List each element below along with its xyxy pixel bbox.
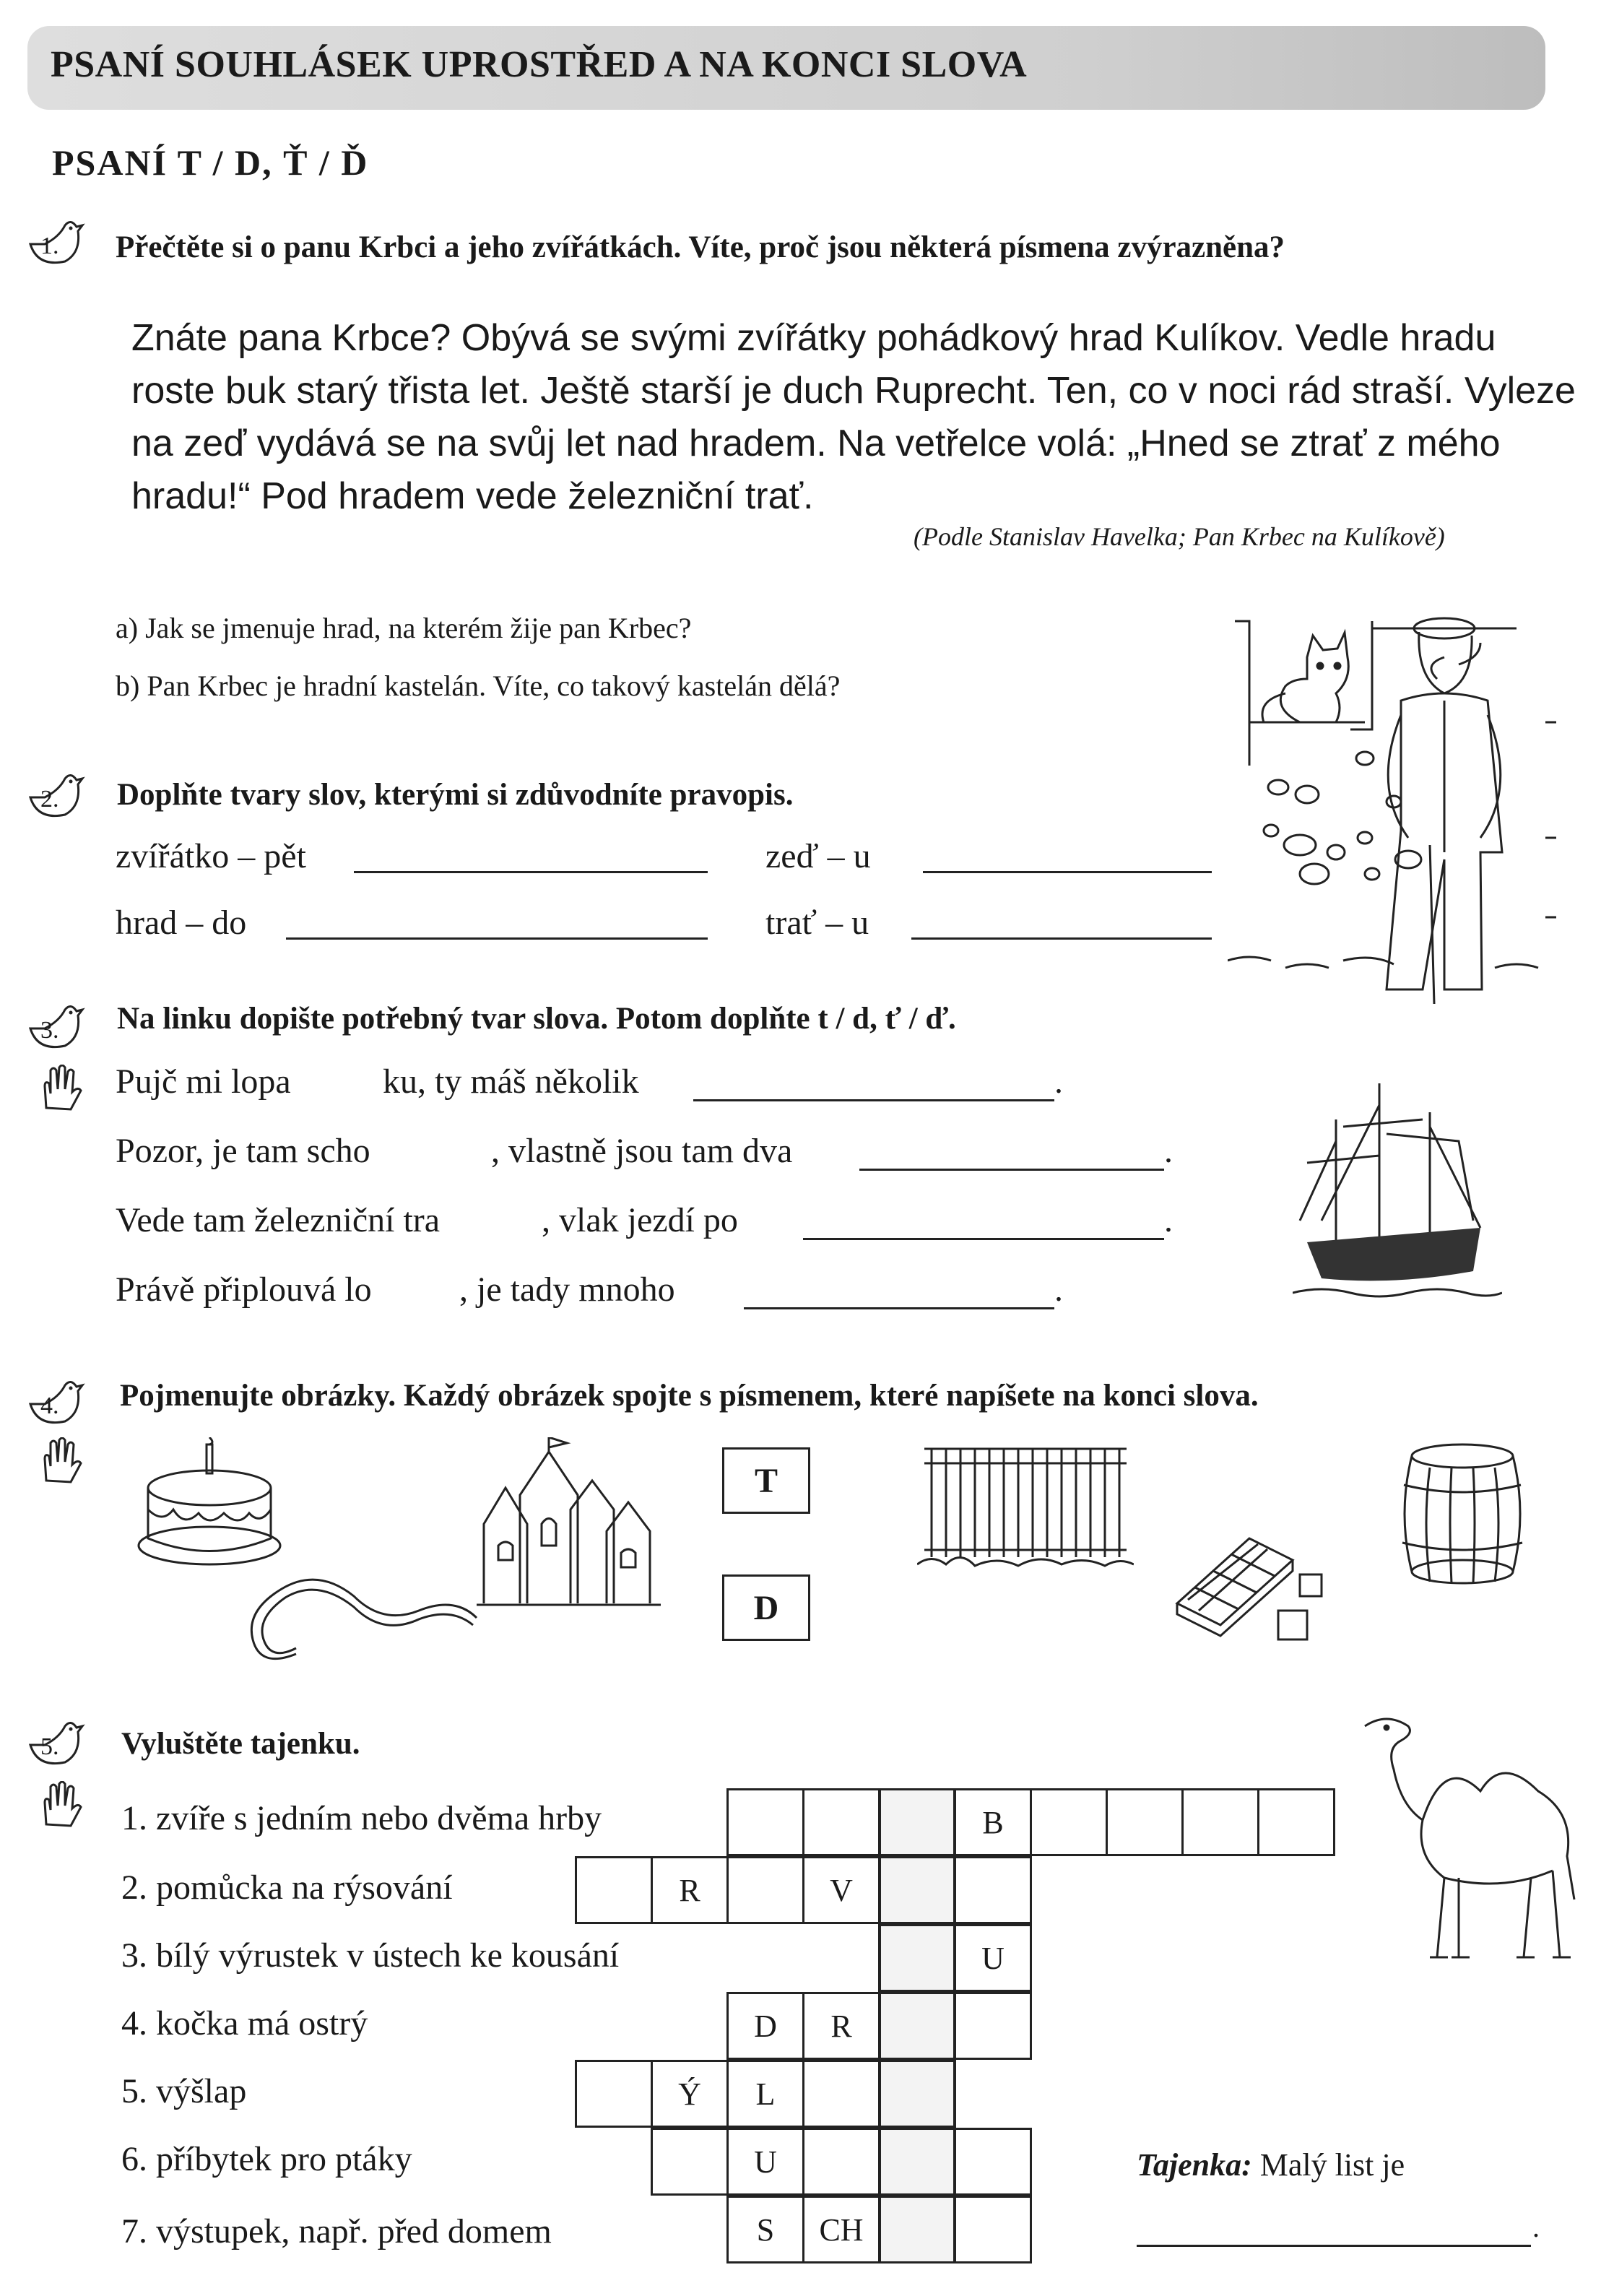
sentence-end: . — [1164, 1201, 1173, 1239]
answer-line[interactable] — [744, 1307, 1054, 1309]
crossword-cell[interactable]: R — [802, 1992, 880, 2060]
crossword-cell[interactable] — [954, 2196, 1032, 2263]
crossword-cell[interactable] — [726, 1856, 804, 1924]
crossword-solution-cell[interactable] — [878, 2060, 956, 2128]
sentence-part: , vlastně jsou tam dva — [491, 1132, 793, 1170]
crossword-solution-cell[interactable] — [878, 1788, 956, 1856]
word-pair: hrad – do — [116, 904, 247, 942]
ice-tray-icon — [1170, 1531, 1336, 1654]
story-line: hradu!“ Pod hradem vede železniční trať. — [131, 475, 814, 517]
clue: 4. kočka má ostrý — [121, 2004, 368, 2042]
crossword-cell[interactable] — [802, 2060, 880, 2128]
task-number: 4. — [40, 1392, 59, 1419]
answer-line[interactable] — [923, 871, 1212, 873]
sentence-part: Právě připlouvá lo — [116, 1270, 372, 1309]
sentence-part: ku, ty máš několik — [383, 1062, 639, 1101]
page-title: PSANÍ SOUHLÁSEK UPROSTŘED A NA KONCI SLOVA — [51, 44, 1028, 85]
crossword-cell[interactable] — [1030, 1788, 1108, 1856]
snake-icon — [238, 1567, 484, 1676]
task1-instruction: Přečtěte si o panu Krbci a jeho zvířátkách. Víte, proč jsou některá písmena zvýrazněna? — [116, 230, 1285, 264]
clue: 5. výšlap — [121, 2072, 247, 2110]
crossword-cell[interactable]: Ý — [651, 2060, 729, 2128]
crossword-cell[interactable]: CH — [802, 2196, 880, 2263]
crossword-cell[interactable] — [1181, 1788, 1259, 1856]
letter-box-t[interactable]: T — [722, 1447, 810, 1514]
crossword-cell[interactable]: L — [726, 2060, 804, 2128]
castle-icon — [477, 1437, 664, 1611]
clue: 7. výstupek, např. před domem — [121, 2212, 552, 2250]
answer-line[interactable] — [911, 937, 1212, 940]
crossword-cell[interactable] — [1106, 1788, 1184, 1856]
task-number: 1. — [40, 233, 59, 259]
sentence-part: Pujč mi lopa — [116, 1062, 291, 1101]
barrel-icon — [1394, 1442, 1531, 1586]
sentence-part: , je tady mnoho — [459, 1270, 675, 1309]
sentence-part: Vede tam železniční tra — [116, 1201, 441, 1239]
crossword-cell[interactable]: V — [802, 1856, 880, 1924]
story-line: roste buk starý třista let. Ještě starší je duch Ruprecht. Ten, co v noci rád straší. Vyleze — [131, 370, 1576, 412]
crossword-solution-cell[interactable] — [878, 2128, 956, 2196]
word-pair: zvířátko – pět — [116, 837, 306, 875]
task4-instruction: Pojmenujte obrázky. Každý obrázek spojte s písmenem, které napíšete na konci slova. — [120, 1379, 1259, 1413]
section-title: PSANÍ T / D, Ť / Ď — [52, 142, 369, 183]
question-a: a) Jak se jmenuje hrad, na kterém žije pan Krbec? — [116, 612, 692, 644]
solution-answer-line[interactable] — [1137, 2245, 1531, 2247]
task-number: 5. — [40, 1733, 59, 1760]
sentence-end: . — [1164, 1132, 1173, 1170]
sentence-end: . — [1054, 1270, 1063, 1309]
crossword-cell[interactable] — [954, 2128, 1032, 2196]
crossword-cell[interactable]: R — [651, 1856, 729, 1924]
crossword-cell[interactable] — [575, 1856, 653, 1924]
question-b: b) Pan Krbec je hradní kastelán. Víte, co takový kastelán dělá? — [116, 670, 841, 702]
crossword-cell[interactable] — [802, 1788, 880, 1856]
crossword-solution-cell[interactable] — [878, 1992, 956, 2060]
word-pair: zeď – u — [765, 837, 871, 875]
crossword-cell[interactable] — [726, 1788, 804, 1856]
solution-text: Malý list je — [1251, 2147, 1405, 2183]
writing-hand-icon — [39, 1781, 87, 1832]
solution-period: . — [1532, 2211, 1540, 2243]
task5-instruction: Vyluštěte tajenku. — [121, 1727, 360, 1761]
fence-icon — [917, 1442, 1134, 1572]
answer-line[interactable] — [693, 1099, 1054, 1101]
crossword-cell[interactable]: U — [726, 2128, 804, 2196]
crossword-cell[interactable]: U — [954, 1924, 1032, 1992]
ship-icon — [1293, 1076, 1502, 1314]
solution-label: Tajenka: — [1137, 2147, 1252, 2183]
clue: 2. pomůcka na rýsování — [121, 1868, 453, 1907]
story-line: Znáte pana Krbce? Obývá se svými zvířátky pohádkový hrad Kulíkov. Vedle hradu — [131, 317, 1496, 359]
crossword-solution-cell[interactable] — [878, 2196, 956, 2263]
camel-icon — [1358, 1712, 1589, 1972]
task2-instruction: Doplňte tvary slov, kterými si zdůvodníte pravopis. — [117, 778, 794, 812]
task-number: 2. — [40, 786, 59, 813]
crossword-cell[interactable]: D — [726, 1992, 804, 2060]
task3-instruction: Na linku dopište potřebný tvar slova. Potom doplňte t / d, ť / ď. — [117, 1002, 956, 1036]
task-number: 3. — [40, 1017, 59, 1044]
solution-caption — [1137, 2146, 1405, 2183]
crossword-cell[interactable] — [575, 2060, 653, 2128]
answer-line[interactable] — [803, 1238, 1164, 1240]
answer-line[interactable] — [286, 937, 708, 940]
sentence-end: . — [1054, 1062, 1063, 1101]
crossword-cell[interactable] — [1257, 1788, 1335, 1856]
crossword-cell[interactable]: B — [954, 1788, 1032, 1856]
crossword-cell[interactable] — [651, 2128, 729, 2196]
answer-line[interactable] — [859, 1169, 1164, 1171]
sentence-part: , vlak jezdí po — [542, 1201, 738, 1239]
story-line: na zeď vydává se na svůj let nad hradem. Na vetřelce volá: „Hned se ztrať z mého — [131, 423, 1501, 464]
crossword-cell[interactable] — [802, 2128, 880, 2196]
castellan-illustration — [1228, 614, 1567, 1018]
crossword-cell[interactable] — [954, 1992, 1032, 2060]
writing-hand-icon — [39, 1437, 87, 1488]
letter-box-d[interactable]: D — [722, 1574, 810, 1641]
crossword-grid — [575, 1788, 1369, 2279]
crossword-cell[interactable] — [954, 1856, 1032, 1924]
clue: 6. příbytek pro ptáky — [121, 2140, 412, 2178]
crossword-cell[interactable]: S — [726, 2196, 804, 2263]
story-paragraph — [131, 312, 1576, 523]
answer-line[interactable] — [354, 871, 708, 873]
crossword-solution-cell[interactable] — [878, 1924, 956, 1992]
word-pair: trať – u — [765, 904, 869, 942]
clue: 3. bílý výrustek v ústech ke kousání — [121, 1936, 620, 1975]
clue: 1. zvíře s jedním nebo dvěma hrby — [121, 1799, 602, 1837]
crossword-solution-cell[interactable] — [878, 1856, 956, 1924]
sentence-part: Pozor, je tam scho — [116, 1132, 370, 1170]
writing-hand-icon — [39, 1065, 87, 1115]
story-source: (Podle Stanislav Havelka; Pan Krbec na Kulíkově) — [914, 522, 1445, 551]
cake-icon — [137, 1437, 282, 1567]
